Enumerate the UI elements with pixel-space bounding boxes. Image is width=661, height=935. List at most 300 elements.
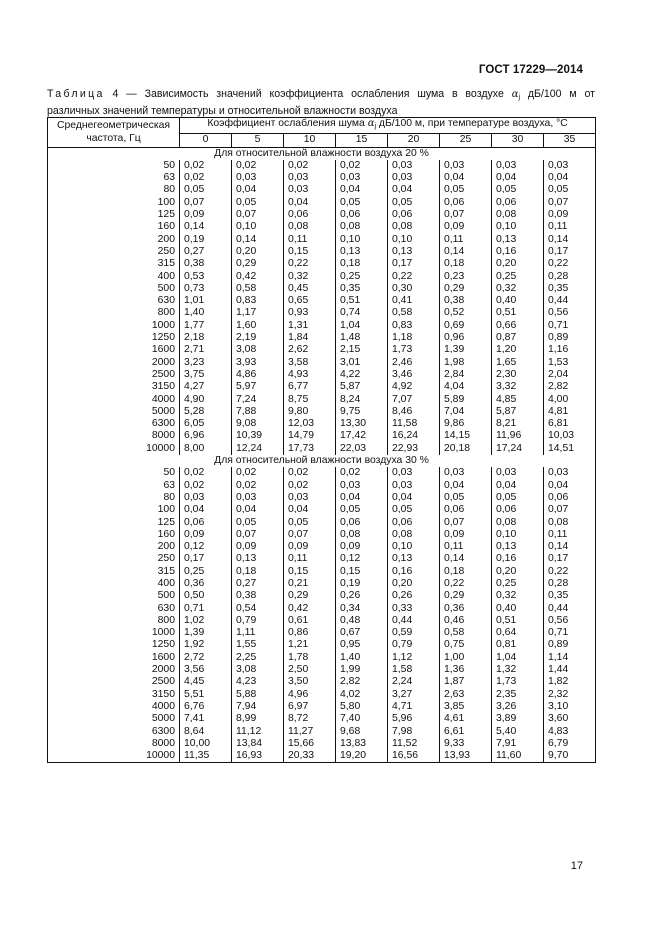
coefficient-cell: 0,17 <box>180 553 232 565</box>
frequency-cell: 1000 <box>48 627 180 639</box>
coefficient-cell: 0,13 <box>232 553 284 565</box>
coefficient-cell: 2,24 <box>388 676 440 688</box>
coefficient-cell: 13,83 <box>336 738 388 750</box>
coefficient-cell: 1,39 <box>440 344 492 356</box>
coefficient-cell: 0,18 <box>440 566 492 578</box>
coefficient-cell: 0,36 <box>180 578 232 590</box>
coefficient-cell: 5,87 <box>492 406 544 418</box>
coefficient-cell: 11,35 <box>180 750 232 763</box>
table-row <box>48 480 596 492</box>
coefficient-cell: 1,65 <box>492 357 544 369</box>
coefficient-cell: 16,56 <box>388 750 440 763</box>
coefficient-cell: 8,72 <box>284 713 336 725</box>
coefficient-cell: 0,02 <box>180 467 232 479</box>
table-row <box>48 246 596 258</box>
coefficient-cell: 0,02 <box>180 480 232 492</box>
coefficient-cell: 0,40 <box>492 295 544 307</box>
coefficient-cell: 4,22 <box>336 369 388 381</box>
coefficient-cell: 1,12 <box>388 652 440 664</box>
coefficient-cell: 9,75 <box>336 406 388 418</box>
coefficient-cell: 0,05 <box>440 492 492 504</box>
coefficient-cell: 0,87 <box>492 332 544 344</box>
temperature-header: 30 <box>492 134 544 147</box>
frequency-cell: 1000 <box>48 320 180 332</box>
coefficient-cell: 0,14 <box>440 246 492 258</box>
coefficient-cell: 0,04 <box>284 504 336 516</box>
coefficient-cell: 0,54 <box>232 603 284 615</box>
coefficient-cell: 3,32 <box>492 381 544 393</box>
coefficient-cell: 0,04 <box>180 504 232 516</box>
coefficient-cell: 8,00 <box>180 443 232 455</box>
coefficient-cell: 0,03 <box>388 172 440 184</box>
coefficient-cell: 0,32 <box>492 283 544 295</box>
coefficient-cell: 0,03 <box>336 172 388 184</box>
coefficient-cell: 1,44 <box>544 664 596 676</box>
coefficient-cell: 0,48 <box>336 615 388 627</box>
coefficient-cell: 0,14 <box>180 221 232 233</box>
coefficient-cell: 0,02 <box>336 160 388 172</box>
coefficient-cell: 2,19 <box>232 332 284 344</box>
coefficient-cell: 0,10 <box>492 221 544 233</box>
coefficient-cell: 11,12 <box>232 726 284 738</box>
coefficient-cell: 0,13 <box>492 234 544 246</box>
coefficient-cell: 4,92 <box>388 381 440 393</box>
coefficient-cell: 1,39 <box>180 627 232 639</box>
frequency-cell: 4000 <box>48 701 180 713</box>
coefficient-cell: 7,98 <box>388 726 440 738</box>
frequency-cell: 200 <box>48 234 180 246</box>
coefficient-cell: 0,12 <box>336 553 388 565</box>
coefficient-cell: 0,02 <box>232 467 284 479</box>
coefficient-cell: 0,04 <box>544 172 596 184</box>
temperature-header: 35 <box>544 134 596 147</box>
coefficient-cell: 0,46 <box>440 615 492 627</box>
coefficient-cell: 0,11 <box>440 234 492 246</box>
table-row <box>48 603 596 615</box>
coefficient-cell: 1,98 <box>440 357 492 369</box>
coefficient-cell: 0,09 <box>284 541 336 553</box>
coefficient-cell: 8,75 <box>284 394 336 406</box>
coefficient-cell: 22,93 <box>388 443 440 455</box>
coefficient-cell: 0,61 <box>284 615 336 627</box>
coefficient-cell: 9,86 <box>440 418 492 430</box>
section-header-row <box>48 455 596 467</box>
table-row <box>48 590 596 602</box>
coefficient-cell: 5,40 <box>492 726 544 738</box>
coefficient-cell: 0,05 <box>492 184 544 196</box>
table-body <box>48 147 596 763</box>
coef-alpha-subscript: j <box>374 123 377 130</box>
coefficient-cell: 9,08 <box>232 418 284 430</box>
coefficient-cell: 0,19 <box>336 578 388 590</box>
coefficient-cell: 0,51 <box>492 307 544 319</box>
coefficient-cell: 0,22 <box>284 258 336 270</box>
coefficient-cell: 1,17 <box>232 307 284 319</box>
coefficient-cell: 3,60 <box>544 713 596 725</box>
coefficient-cell: 0,06 <box>388 517 440 529</box>
coefficient-cell: 0,05 <box>544 184 596 196</box>
coefficient-cell: 0,03 <box>388 467 440 479</box>
coefficient-cell: 3,08 <box>232 344 284 356</box>
alpha-symbol: α <box>511 89 519 100</box>
frequency-column-header: Среднегеометрическая частота, Гц <box>48 118 180 148</box>
table-row <box>48 234 596 246</box>
table-row <box>48 344 596 356</box>
coefficient-cell: 6,05 <box>180 418 232 430</box>
coefficient-cell: 0,05 <box>336 504 388 516</box>
coefficient-cell: 0,06 <box>336 517 388 529</box>
coefficient-cell: 3,56 <box>180 664 232 676</box>
frequency-cell: 200 <box>48 541 180 553</box>
coefficient-cell: 2,30 <box>492 369 544 381</box>
attenuation-table <box>47 117 596 763</box>
coefficient-cell: 3,58 <box>284 357 336 369</box>
coefficient-cell: 0,15 <box>284 246 336 258</box>
coefficient-cell: 14,15 <box>440 430 492 442</box>
coefficient-cell: 2,72 <box>180 652 232 664</box>
temperature-header: 15 <box>336 134 388 147</box>
coefficient-cell: 14,51 <box>544 443 596 455</box>
coefficient-cell: 0,40 <box>492 603 544 615</box>
coefficient-cell: 0,32 <box>492 590 544 602</box>
frequency-cell: 315 <box>48 258 180 270</box>
coefficient-cell: 0,35 <box>336 283 388 295</box>
coefficient-cell: 19,20 <box>336 750 388 763</box>
coefficient-cell: 0,33 <box>388 603 440 615</box>
caption-label: Таблица <box>47 88 105 100</box>
coefficient-cell: 0,05 <box>232 517 284 529</box>
coefficient-cell: 0,23 <box>440 271 492 283</box>
coefficient-cell: 0,02 <box>336 467 388 479</box>
coefficient-cell: 1,78 <box>284 652 336 664</box>
coefficient-cell: 11,52 <box>388 738 440 750</box>
coefficient-cell: 0,27 <box>232 578 284 590</box>
coefficient-cell: 0,71 <box>544 320 596 332</box>
coefficient-cell: 7,24 <box>232 394 284 406</box>
coefficient-cell: 0,04 <box>440 480 492 492</box>
coefficient-cell: 0,07 <box>544 504 596 516</box>
table-row <box>48 320 596 332</box>
temperature-header: 10 <box>284 134 336 147</box>
coefficient-cell: 0,38 <box>232 590 284 602</box>
coefficient-cell: 0,35 <box>544 283 596 295</box>
coefficient-cell: 0,07 <box>232 209 284 221</box>
coefficient-cell: 0,67 <box>336 627 388 639</box>
coefficient-cell: 5,88 <box>232 689 284 701</box>
table-row <box>48 713 596 725</box>
coefficient-cell: 2,18 <box>180 332 232 344</box>
frequency-cell: 63 <box>48 172 180 184</box>
caption-unit-text: дБ/100 м от <box>520 88 595 100</box>
frequency-cell: 315 <box>48 566 180 578</box>
coefficient-cell: 0,05 <box>232 197 284 209</box>
coefficient-cell: 0,21 <box>284 578 336 590</box>
coefficient-cell: 1,04 <box>336 320 388 332</box>
table-row <box>48 639 596 651</box>
coefficient-cell: 0,07 <box>232 529 284 541</box>
coefficient-cell: 0,56 <box>544 615 596 627</box>
coefficient-cell: 0,42 <box>284 603 336 615</box>
coefficient-cell: 0,10 <box>232 221 284 233</box>
frequency-cell: 125 <box>48 517 180 529</box>
coefficient-cell: 0,06 <box>284 209 336 221</box>
coefficient-cell: 1,73 <box>492 676 544 688</box>
coef-header-unit: дБ/100 м, при температуре воздуха, °С <box>376 118 568 129</box>
coefficient-cell: 0,07 <box>180 197 232 209</box>
coefficient-cell: 0,10 <box>388 234 440 246</box>
coefficient-cell: 1,00 <box>440 652 492 664</box>
frequency-cell: 6300 <box>48 418 180 430</box>
coefficient-cell: 1,99 <box>336 664 388 676</box>
coefficient-cell: 0,03 <box>492 160 544 172</box>
coefficient-cell: 0,03 <box>388 480 440 492</box>
coefficient-cell: 0,93 <box>284 307 336 319</box>
coefficient-cell: 0,28 <box>544 578 596 590</box>
coefficient-cell: 5,80 <box>336 701 388 713</box>
coefficient-cell: 0,02 <box>180 172 232 184</box>
table-row <box>48 332 596 344</box>
coefficient-cell: 6,79 <box>544 738 596 750</box>
table-row <box>48 184 596 196</box>
frequency-cell: 10000 <box>48 443 180 455</box>
frequency-cell: 2000 <box>48 357 180 369</box>
coefficient-cell: 17,73 <box>284 443 336 455</box>
coefficient-cell: 5,89 <box>440 394 492 406</box>
coefficient-cell: 1,04 <box>492 652 544 664</box>
frequency-cell: 250 <box>48 246 180 258</box>
coefficient-cell: 0,13 <box>388 246 440 258</box>
coefficient-cell: 5,28 <box>180 406 232 418</box>
coefficient-cell: 1,11 <box>232 627 284 639</box>
table-row <box>48 689 596 701</box>
table-row <box>48 258 596 270</box>
frequency-cell: 8000 <box>48 430 180 442</box>
table-row <box>48 701 596 713</box>
coefficient-cell: 3,08 <box>232 664 284 676</box>
coefficient-cell: 20,33 <box>284 750 336 763</box>
page-number: 17 <box>570 860 583 872</box>
coefficient-cell: 9,68 <box>336 726 388 738</box>
table-row <box>48 664 596 676</box>
coefficient-cell: 2,46 <box>388 357 440 369</box>
coefficient-cell: 0,13 <box>492 541 544 553</box>
coefficient-cell: 0,02 <box>232 480 284 492</box>
coefficient-cell: 0,86 <box>284 627 336 639</box>
frequency-cell: 500 <box>48 590 180 602</box>
caption-line-2: различных значений температуры и относительной влажности воздуха <box>47 104 398 117</box>
coefficient-column-header <box>180 118 596 134</box>
section-title: Для относительной влажности воздуха 20 % <box>48 147 596 160</box>
coefficient-cell: 3,85 <box>440 701 492 713</box>
coefficient-cell: 0,65 <box>284 295 336 307</box>
coefficient-cell: 2,25 <box>232 652 284 664</box>
coefficient-cell: 11,58 <box>388 418 440 430</box>
coefficient-cell: 0,09 <box>336 541 388 553</box>
section-header-row <box>48 147 596 160</box>
coefficient-cell: 0,52 <box>440 307 492 319</box>
coefficient-cell: 16,93 <box>232 750 284 763</box>
coefficient-cell: 0,07 <box>544 197 596 209</box>
coefficient-cell: 0,04 <box>284 197 336 209</box>
coefficient-cell: 0,08 <box>336 529 388 541</box>
coefficient-cell: 0,06 <box>388 209 440 221</box>
frequency-cell: 50 <box>48 160 180 172</box>
table-row <box>48 221 596 233</box>
frequency-cell: 630 <box>48 295 180 307</box>
table-row <box>48 381 596 393</box>
coefficient-cell: 1,40 <box>180 307 232 319</box>
coefficient-cell: 4,90 <box>180 394 232 406</box>
table-row <box>48 295 596 307</box>
coefficient-cell: 1,02 <box>180 615 232 627</box>
coefficient-cell: 7,41 <box>180 713 232 725</box>
coefficient-cell: 0,07 <box>440 209 492 221</box>
coefficient-cell: 0,20 <box>492 566 544 578</box>
coefficient-cell: 0,07 <box>284 529 336 541</box>
coefficient-cell: 0,03 <box>544 467 596 479</box>
frequency-cell: 5000 <box>48 406 180 418</box>
coefficient-cell: 0,73 <box>180 283 232 295</box>
coefficient-cell: 0,83 <box>388 320 440 332</box>
coefficient-cell: 0,89 <box>544 332 596 344</box>
table-row <box>48 529 596 541</box>
coefficient-cell: 0,04 <box>232 184 284 196</box>
coefficient-cell: 0,22 <box>544 258 596 270</box>
frequency-cell: 10000 <box>48 750 180 763</box>
frequency-cell: 80 <box>48 492 180 504</box>
coefficient-cell: 0,04 <box>440 172 492 184</box>
coefficient-cell: 0,79 <box>388 639 440 651</box>
coefficient-cell: 4,71 <box>388 701 440 713</box>
coefficient-cell: 2,62 <box>284 344 336 356</box>
coefficient-cell: 1,40 <box>336 652 388 664</box>
coefficient-cell: 0,20 <box>492 258 544 270</box>
coefficient-cell: 20,18 <box>440 443 492 455</box>
coefficient-cell: 0,06 <box>492 197 544 209</box>
coefficient-cell: 22,03 <box>336 443 388 455</box>
coefficient-cell: 6,76 <box>180 701 232 713</box>
coefficient-cell: 0,14 <box>544 234 596 246</box>
coefficient-cell: 9,33 <box>440 738 492 750</box>
table-row <box>48 406 596 418</box>
frequency-cell: 800 <box>48 615 180 627</box>
coefficient-cell: 0,06 <box>544 492 596 504</box>
frequency-cell: 2000 <box>48 664 180 676</box>
temperature-header: 20 <box>388 134 440 147</box>
coefficient-cell: 1,32 <box>492 664 544 676</box>
frequency-cell: 2500 <box>48 369 180 381</box>
coefficient-cell: 7,91 <box>492 738 544 750</box>
frequency-cell: 5000 <box>48 713 180 725</box>
coefficient-cell: 0,06 <box>492 504 544 516</box>
coefficient-cell: 0,08 <box>492 209 544 221</box>
coefficient-cell: 7,40 <box>336 713 388 725</box>
frequency-cell: 3150 <box>48 689 180 701</box>
coefficient-cell: 5,87 <box>336 381 388 393</box>
coefficient-cell: 6,97 <box>284 701 336 713</box>
table-caption <box>47 88 595 117</box>
coefficient-cell: 0,13 <box>388 553 440 565</box>
coefficient-cell: 0,17 <box>544 553 596 565</box>
coefficient-cell: 16,24 <box>388 430 440 442</box>
coefficient-cell: 1,55 <box>232 639 284 651</box>
caption-number: 4 <box>112 88 119 100</box>
coefficient-cell: 0,04 <box>544 480 596 492</box>
coefficient-cell: 4,61 <box>440 713 492 725</box>
coefficient-cell: 0,44 <box>388 615 440 627</box>
coefficient-cell: 4,02 <box>336 689 388 701</box>
coefficient-cell: 0,04 <box>492 480 544 492</box>
coefficient-cell: 9,70 <box>544 750 596 763</box>
coefficient-cell: 0,16 <box>492 246 544 258</box>
coefficient-cell: 0,08 <box>388 221 440 233</box>
coefficient-cell: 1,87 <box>440 676 492 688</box>
coefficient-cell: 0,11 <box>284 234 336 246</box>
header-row-1 <box>48 118 596 134</box>
frequency-cell: 50 <box>48 467 180 479</box>
frequency-cell: 400 <box>48 271 180 283</box>
coefficient-cell: 1,01 <box>180 295 232 307</box>
coefficient-cell: 0,25 <box>492 578 544 590</box>
table-row <box>48 652 596 664</box>
coefficient-cell: 2,63 <box>440 689 492 701</box>
coefficient-cell: 6,96 <box>180 430 232 442</box>
coefficient-cell: 2,82 <box>544 381 596 393</box>
coefficient-cell: 6,77 <box>284 381 336 393</box>
coefficient-cell: 0,22 <box>388 271 440 283</box>
coefficient-cell: 2,04 <box>544 369 596 381</box>
coefficient-cell: 0,17 <box>388 258 440 270</box>
coefficient-cell: 0,53 <box>180 271 232 283</box>
coefficient-cell: 5,97 <box>232 381 284 393</box>
coefficient-cell: 0,09 <box>440 529 492 541</box>
coef-alpha-symbol: α <box>367 118 375 129</box>
coefficient-cell: 0,04 <box>388 492 440 504</box>
frequency-cell: 400 <box>48 578 180 590</box>
coefficient-cell: 0,29 <box>440 590 492 602</box>
coefficient-cell: 0,83 <box>232 295 284 307</box>
coefficient-cell: 0,06 <box>336 209 388 221</box>
coefficient-cell: 0,08 <box>336 221 388 233</box>
coefficient-cell: 6,61 <box>440 726 492 738</box>
coefficient-cell: 0,05 <box>492 492 544 504</box>
coefficient-cell: 3,89 <box>492 713 544 725</box>
coefficient-cell: 1,84 <box>284 332 336 344</box>
table-row <box>48 553 596 565</box>
table-row <box>48 578 596 590</box>
coefficient-cell: 1,20 <box>492 344 544 356</box>
caption-line-1 <box>47 88 595 105</box>
coefficient-cell: 0,09 <box>180 209 232 221</box>
coefficient-cell: 0,75 <box>440 639 492 651</box>
coefficient-cell: 13,93 <box>440 750 492 763</box>
coefficient-cell: 2,84 <box>440 369 492 381</box>
coefficient-cell: 0,35 <box>544 590 596 602</box>
coefficient-cell: 0,11 <box>284 553 336 565</box>
coefficient-cell: 0,44 <box>544 295 596 307</box>
coefficient-cell: 12,03 <box>284 418 336 430</box>
coefficient-cell: 0,66 <box>492 320 544 332</box>
coefficient-cell: 11,96 <box>492 430 544 442</box>
table-row <box>48 750 596 763</box>
coefficient-cell: 0,42 <box>232 271 284 283</box>
coefficient-cell: 0,19 <box>180 234 232 246</box>
coefficient-cell: 0,04 <box>336 492 388 504</box>
coefficient-cell: 8,64 <box>180 726 232 738</box>
coefficient-cell: 3,10 <box>544 701 596 713</box>
coefficient-cell: 0,02 <box>284 480 336 492</box>
frequency-cell: 6300 <box>48 726 180 738</box>
